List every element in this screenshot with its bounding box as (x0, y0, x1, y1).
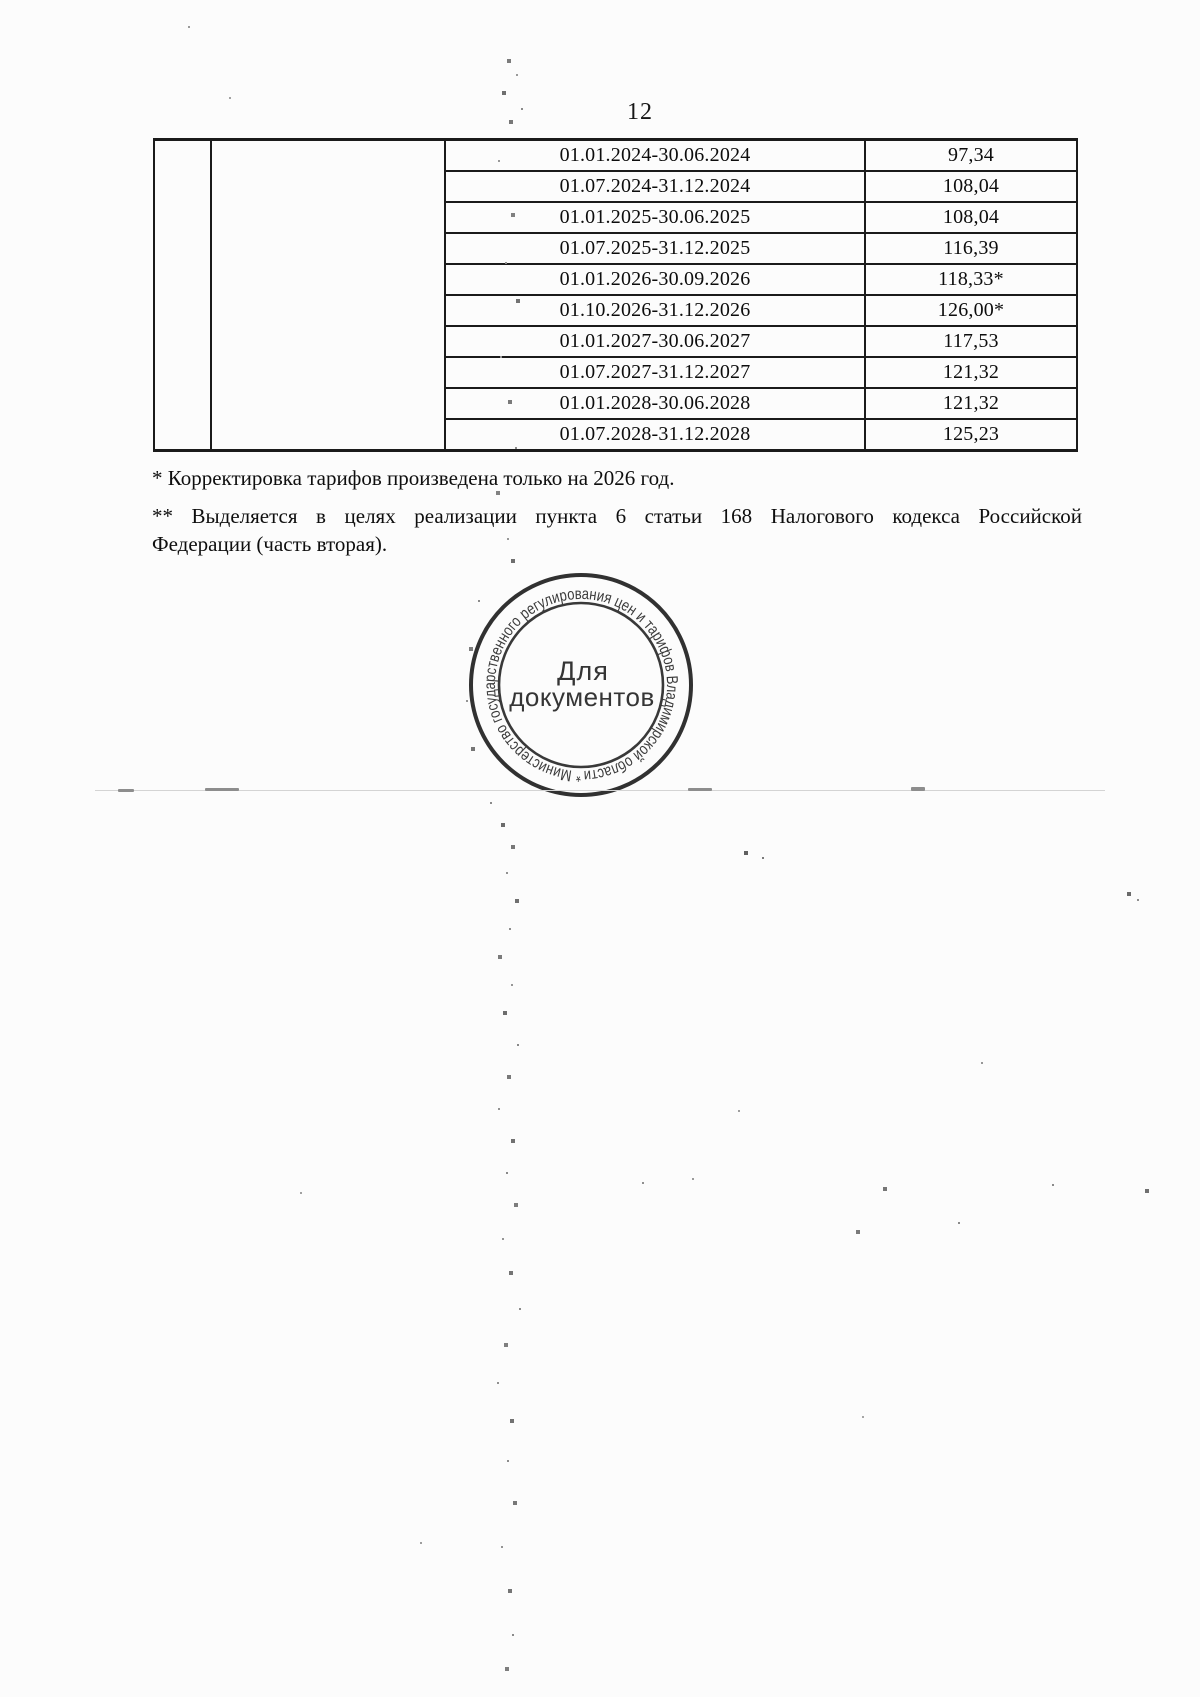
footnote-tax-code-line1: ** Выделяется в целях реализации пункта 6 статьи 168 Налогового кодекса Российской (152, 504, 1082, 528)
round-stamp (466, 570, 696, 800)
tariff-rows (446, 141, 1076, 449)
stamp-ring-textpath: * Министерство государственного регулирования цен и тарифов Владимирской области (481, 585, 681, 785)
footnote-tax-code-line2: Федерации (часть вторая). (152, 532, 388, 556)
tariff-period-cell: 01.07.2028-31.12.2028 (446, 420, 866, 449)
scan-fold-dash (118, 789, 134, 792)
tariff-period-cell: 01.07.2025-31.12.2025 (446, 234, 866, 263)
tariff-period-cell: 01.01.2025-30.06.2025 (446, 203, 866, 232)
scan-fold-dash (911, 787, 925, 791)
stamp-center-text-line2: документов (509, 682, 655, 712)
tariff-value-cell: 121,32 (942, 392, 1000, 414)
table-row (446, 234, 1076, 265)
scan-speckle-scatter (0, 0, 2, 2)
tariff-period-cell: 01.01.2026-30.09.2026 (446, 265, 866, 294)
tariff-value-cell: 126,00* (937, 299, 1005, 321)
scan-fold-line (95, 790, 1105, 791)
table-row (446, 327, 1076, 358)
table-row (446, 296, 1076, 327)
table-row (446, 203, 1076, 234)
tariff-period-cell: 01.01.2027-30.06.2027 (446, 327, 866, 356)
tariff-value-cell: 117,53 (943, 330, 999, 352)
tariff-period-cell: 01.01.2028-30.06.2028 (446, 389, 866, 418)
table-row (446, 141, 1076, 172)
tariff-value-cell: 125,23 (942, 423, 1000, 445)
tariff-period-cell: 01.10.2026-31.12.2026 (446, 296, 866, 325)
tariff-period-cell: 01.07.2024-31.12.2024 (446, 172, 866, 201)
tariff-value-cell: 116,39 (943, 237, 999, 259)
stamp-center-text-line1: Для (557, 656, 609, 686)
tariff-value-cell: 108,04 (942, 206, 1000, 228)
table-row (446, 358, 1076, 389)
tariff-value-cell: 118,33* (938, 268, 1004, 290)
footnote-correction: * Корректировка тарифов произведена только на 2026 год. (152, 466, 675, 490)
table-row (446, 389, 1076, 420)
tariff-table (153, 138, 1078, 452)
table-rowspan-cell-number (155, 141, 212, 449)
page-number: 12 (627, 99, 653, 125)
tariff-value-cell: 108,04 (942, 175, 1000, 197)
scan-fold-dash (688, 788, 712, 791)
tariff-value-cell: 121,32 (942, 361, 1000, 383)
table-row (446, 265, 1076, 296)
footnote-tax-code (152, 502, 1082, 558)
table-row (446, 420, 1076, 449)
tariff-value-cell: 97,34 (948, 144, 994, 166)
scan-fold-dash (205, 788, 239, 791)
table-row (446, 172, 1076, 203)
tariff-period-cell: 01.01.2024-30.06.2024 (446, 141, 866, 170)
table-rowspan-cell-description (212, 141, 446, 449)
tariff-period-cell: 01.07.2027-31.12.2027 (446, 358, 866, 387)
